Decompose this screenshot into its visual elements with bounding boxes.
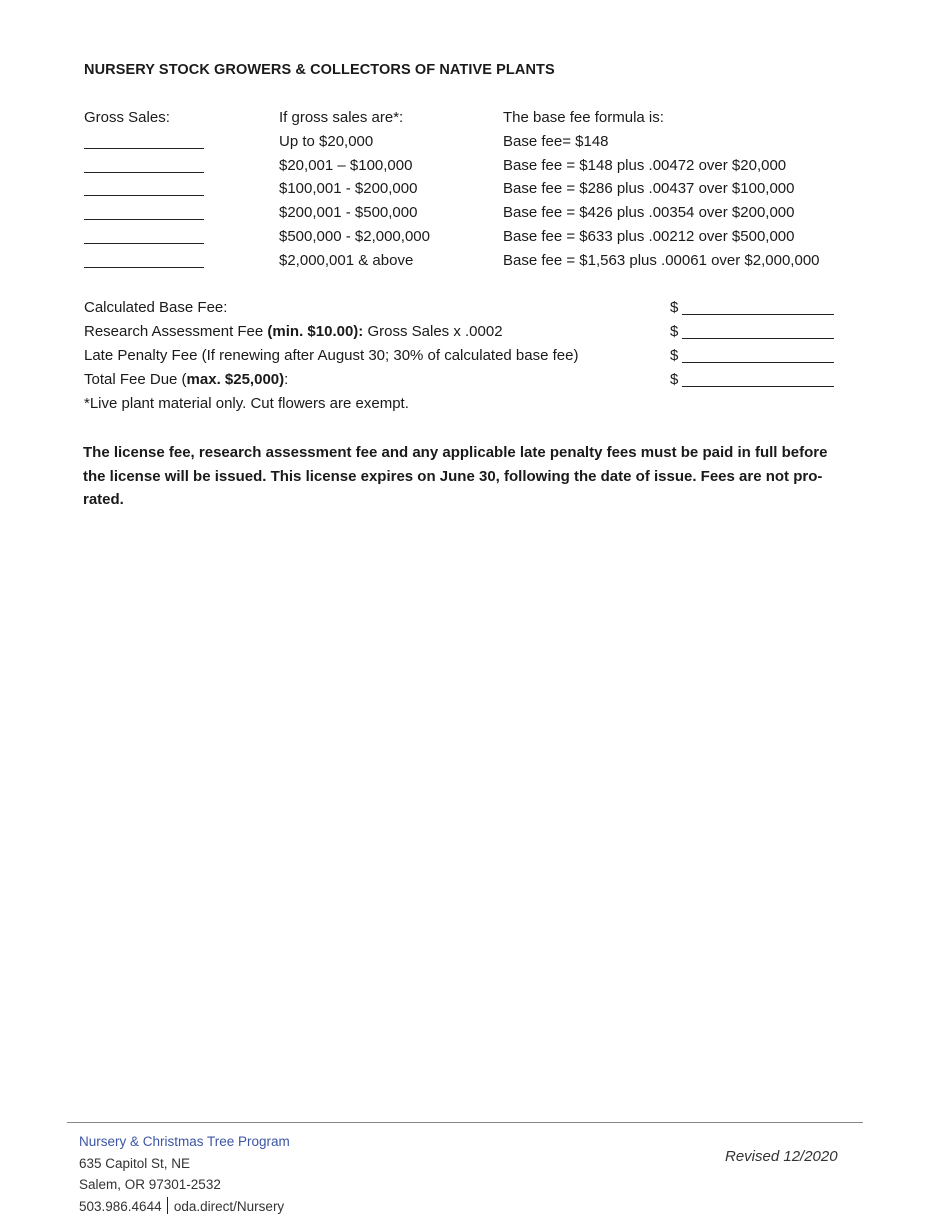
total-fee-blank[interactable]: [682, 371, 834, 387]
research-fee-blank[interactable]: [682, 323, 834, 339]
header-if-gross-sales: If gross sales are*:: [279, 109, 404, 126]
formula-cell: Base fee = $1,563 plus .00061 over $2,000,000: [503, 251, 820, 269]
formula-cell: Base fee = $426 plus .00354 over $200,000: [503, 204, 795, 222]
gross-sales-blank-3[interactable]: [84, 180, 204, 196]
contact-line: [79, 1196, 290, 1218]
table-header-row: [84, 109, 864, 133]
late-penalty-blank[interactable]: [682, 347, 834, 363]
phone-number: 503.986.4644: [79, 1198, 162, 1214]
separator: [167, 1197, 168, 1214]
program-name: Nursery & Christmas Tree Program: [79, 1134, 290, 1149]
range-cell: $2,000,001 & above: [279, 251, 414, 269]
research-fee-label: Research Assessment Fee (min. $10.00): Gross Sales x .0002: [84, 323, 503, 340]
range-cell: $200,001 - $500,000: [279, 204, 418, 222]
late-penalty-label: Late Penalty Fee (If renewing after August 30; 30% of calculated base fee): [84, 347, 579, 364]
range-cell: $500,000 - $2,000,000: [279, 227, 430, 245]
research-fee-row: [84, 323, 844, 347]
formula-cell: Base fee= $148: [503, 132, 609, 150]
gross-sales-blank-5[interactable]: [84, 228, 204, 244]
total-fee-label: Total Fee Due (max. $25,000):: [84, 371, 289, 388]
header-formula: The base fee formula is:: [503, 109, 664, 126]
gross-sales-blank-2[interactable]: [84, 157, 204, 173]
currency-symbol: $: [670, 347, 679, 364]
calculated-base-fee-row: [84, 299, 844, 323]
formula-cell: Base fee = $286 plus .00437 over $100,000: [503, 180, 795, 198]
table-row: [84, 180, 864, 204]
table-row: [84, 157, 864, 181]
fee-calculation: [84, 299, 844, 419]
range-cell: Up to $20,000: [279, 132, 374, 150]
formula-cell: Base fee = $148 plus .00472 over $20,000: [503, 156, 787, 174]
calculated-base-fee-label: Calculated Base Fee:: [84, 299, 228, 316]
total-fee-row: [84, 371, 844, 395]
header-gross-sales: Gross Sales:: [84, 109, 170, 126]
table-row: [84, 252, 864, 276]
website-link[interactable]: oda.direct/Nursery: [173, 1198, 285, 1214]
range-cell: $100,001 - $200,000: [279, 180, 418, 198]
table-row: [84, 133, 864, 157]
exemption-note: *Live plant material only. Cut flowers are exempt.: [84, 395, 409, 412]
address-line-2: Salem, OR 97301-2532: [79, 1177, 221, 1192]
payment-notice: The license fee, research assessment fee and any applicable late penalty fees must be paid in full before the license will be issued. This license expires on June 30, following the date of issue. Fees are not pro-rated.: [83, 444, 828, 508]
table-row: [84, 204, 864, 228]
document-title: NURSERY STOCK GROWERS & COLLECTORS OF NATIVE PLANTS: [84, 62, 555, 78]
fee-schedule-table: [84, 109, 864, 276]
revised-date: Revised 12/2020: [725, 1148, 838, 1165]
late-penalty-row: [84, 347, 844, 371]
range-cell: $20,001 – $100,000: [279, 156, 413, 174]
gross-sales-blank-4[interactable]: [84, 204, 204, 220]
address-line-1: 635 Capitol St, NE: [79, 1155, 191, 1171]
gross-sales-blank-1[interactable]: [84, 133, 204, 149]
formula-cell: Base fee = $633 plus .00212 over $500,000: [503, 227, 795, 245]
footer-divider: [67, 1122, 863, 1123]
calculated-base-fee-blank[interactable]: [682, 299, 834, 315]
exemption-note-row: [84, 395, 844, 419]
table-row: [84, 228, 864, 252]
currency-symbol: $: [670, 323, 679, 340]
currency-symbol: $: [670, 299, 679, 316]
gross-sales-blank-6[interactable]: [84, 252, 204, 268]
currency-symbol: $: [670, 371, 679, 388]
footer-contact: [79, 1131, 290, 1217]
